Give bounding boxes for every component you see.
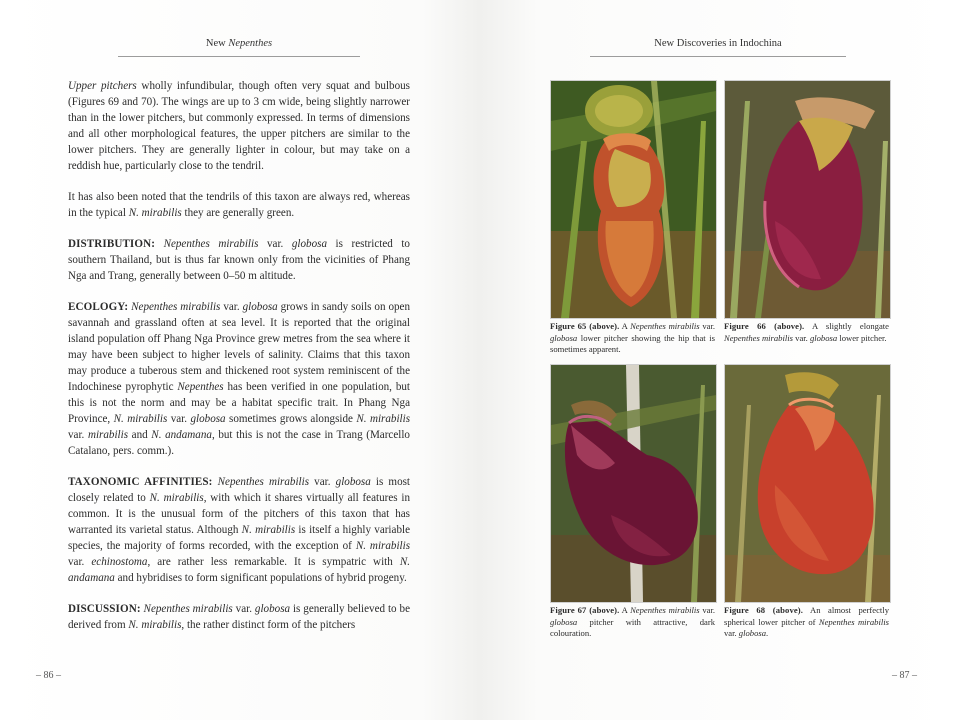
italic-run: Nepenthes mirabilis <box>143 603 233 615</box>
italic-run: N. andamana <box>151 429 212 441</box>
section-distribution <box>68 236 410 284</box>
text-run: lower pitcher. <box>837 332 887 343</box>
text-run: var. <box>258 238 292 250</box>
running-head-genus: Nepenthes <box>228 38 273 49</box>
text-run: is itself a highly variable species, the majority of forms recorded, with the exception of <box>68 524 410 552</box>
italic-run: N. mirabilis <box>113 413 168 425</box>
text-run: var. <box>232 603 255 615</box>
figure-67-photo <box>550 364 717 603</box>
italic-run: echinostoma <box>91 556 148 568</box>
italic-run: globosa <box>291 238 327 250</box>
bold-run: Figure 65 (above). <box>550 321 620 331</box>
text-run: A slightly elongate <box>804 321 889 331</box>
text-run: var. <box>724 628 739 638</box>
text-run: , are rather less remarkable. It is sympatric with <box>147 556 400 568</box>
italic-run: Nepenthes mirabilis <box>217 476 310 488</box>
bold-run: DISCUSSION: <box>68 603 141 615</box>
italic-run: globosa <box>809 332 838 343</box>
italic-run: globosa <box>550 616 578 627</box>
italic-run: globosa <box>738 628 767 638</box>
text-run: var. <box>167 413 191 425</box>
italic-run: Nepenthes mirabilis <box>131 301 221 313</box>
figure-66-photo <box>724 80 891 319</box>
italic-run: N. mirabilis <box>356 413 411 425</box>
italic-run: Upper pitchers <box>68 80 137 92</box>
running-head-right: New Discoveries in Indochina <box>654 38 782 49</box>
text-run: var. <box>68 556 92 568</box>
italic-run: mirabilis <box>87 429 129 441</box>
text-run: grows in sandy soils on open savannah and grassland often at sea level. It is reported that the original island population off Phang Nga Province grew metres from the sea where it may have been subject to higher levels of salinity. Claims that this taxon may produce a tuberous stem and thickened root system reminiscent of the Indochinese pyrophytic <box>68 301 411 393</box>
section-discussion <box>68 601 410 633</box>
text-run: has been verified in one population, but this is not the norm and may be a habitat specific trait. In Phang Nga Province, <box>68 381 410 425</box>
bold-run: Figure 68 (above). <box>724 605 803 615</box>
text-run: . <box>766 628 769 638</box>
text-run: var. <box>699 605 716 615</box>
text-run: is generally believed to be derived from <box>68 603 410 631</box>
text-run: wholly infundibular, though often very squat and bulbous (Figures 69 and 70). The wings are up to 3 cm wide, being slightly narrower than in the lower pitchers, but commonly expressed. In terms of dimensions and all other morphological features, the upper pitchers are similar to the lower pitchers. They are generally lighter in colour, but may take on a reddish hue, particularly close to the tendril. <box>68 80 410 172</box>
text-run: var. <box>699 321 716 331</box>
italic-run: Nepenthes mirabilis <box>630 605 700 615</box>
text-run: var. <box>220 301 243 313</box>
header-rule-right <box>590 56 846 57</box>
text-run: is most closely related to <box>68 476 411 504</box>
text-run: they are generally green. <box>181 207 295 219</box>
italic-run: Nepenthes mirabilis <box>630 321 700 331</box>
italic-run: Nepenthes <box>177 381 224 393</box>
text-run: , with which it shares virtually all features in common. It is the unusual form of the pitchers of this taxon that has warranted its varietal status. Although <box>68 492 410 536</box>
page-number-left: – 86 – <box>36 670 61 681</box>
paragraph-tendrils <box>68 189 410 221</box>
text-run: A <box>619 605 631 615</box>
italic-run: N. mirabilis <box>128 207 182 219</box>
italic-run: Nepenthes mirabilis <box>163 238 259 250</box>
right-page <box>480 0 960 720</box>
italic-run: globosa <box>254 603 291 615</box>
figure-65-caption <box>550 321 715 356</box>
text-run: An almost perfectly spherical lower pitcher of <box>724 605 889 627</box>
italic-run: globosa <box>190 413 226 425</box>
figure-65-photo <box>550 80 717 319</box>
italic-run: globosa <box>550 332 578 343</box>
text-run: sometimes grows alongside <box>225 413 357 425</box>
page-number-right: – 87 – <box>892 670 917 681</box>
italic-run: N. mirabilis <box>128 619 182 631</box>
figure-67-caption <box>550 605 715 640</box>
text-run <box>155 238 164 250</box>
figure-68-photo <box>724 364 891 603</box>
bold-run: TAXONOMIC AFFINITIES: <box>68 476 213 488</box>
bold-run: ECOLOGY: <box>68 301 129 313</box>
italic-run: Nepenthes mirabilis <box>724 332 793 343</box>
text-run: var. <box>793 332 810 343</box>
section-ecology <box>68 299 410 459</box>
section-taxonomic-affinities <box>68 474 410 586</box>
paragraph-upper-pitchers <box>68 78 410 174</box>
text-run: and <box>128 429 152 441</box>
italic-run: globosa <box>242 301 278 313</box>
text-run: A <box>619 321 631 331</box>
text-run: , the rather distinct form of the pitchers <box>181 619 356 631</box>
text-run: pitcher with attractive, dark colouration. <box>550 616 715 638</box>
figure-66-caption <box>724 321 889 344</box>
bold-run: DISTRIBUTION: <box>68 238 155 250</box>
italic-run: N. mirabilis <box>355 540 411 552</box>
bold-run: Figure 66 (above). <box>724 321 805 331</box>
italic-run: N. andamana <box>68 556 410 584</box>
italic-run: globosa <box>335 476 371 488</box>
header-rule-left <box>118 56 360 57</box>
italic-run: Nepenthes mirabilis <box>818 616 889 627</box>
italic-run: N. mirabilis <box>149 492 204 504</box>
bold-run: Figure 67 (above). <box>550 605 620 615</box>
body-text <box>68 78 410 633</box>
text-run: lower pitcher showing the hip that is sometimes apparent. <box>550 332 715 354</box>
italic-run: N. mirabilis <box>241 524 296 536</box>
text-run: , but this is not the case in Trang (Marcello Catalano, pers. comm.). <box>68 429 410 457</box>
figure-68-caption <box>724 605 889 640</box>
text-run: and hybridises to form significant populations of hybrid progeny. <box>114 572 407 584</box>
text-run: var. <box>68 429 88 441</box>
text-run: var. <box>309 476 336 488</box>
text-run: is restricted to southern Thailand, but is thus far known only from the vicinities of Phang Nga and Trang, generally between 0–50 m altitude. <box>68 238 410 282</box>
running-head-left: New Nepenthes <box>205 38 273 49</box>
text-run: It has also been noted that the tendrils of this taxon are always red, whereas in the typical <box>68 191 410 219</box>
